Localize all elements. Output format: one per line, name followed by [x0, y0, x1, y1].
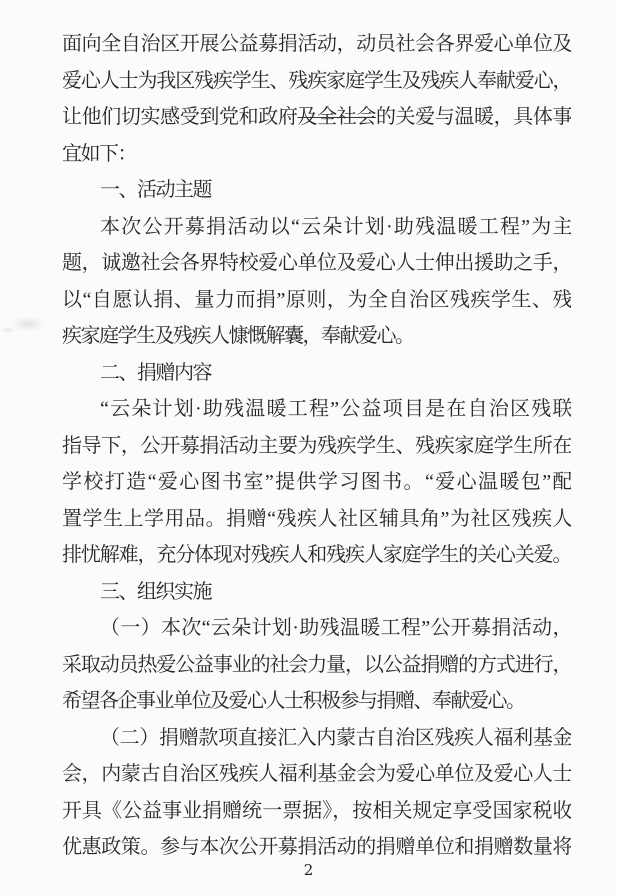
section-3-p2-line-3: 开具《公益事业捐赠统一票据》，按相关规定享受国家税收: [62, 799, 571, 822]
section-3-p2-line-2: 会，内蒙古自治区残疾人福利基金会为爱心单位及爱心人士: [62, 763, 571, 785]
section-3-p1-line-3: 希望各企事业单位及爱心人士积极参与捐赠、奉献爱心。: [62, 690, 525, 712]
section-1-heading: 一、活动主题: [100, 179, 211, 201]
section-3-p2-line-4: 优惠政策。参与本次公开募捐活动的捐赠单位和捐赠数量将: [62, 836, 571, 858]
section-1-line-4: 疾家庭学生及残疾人慷慨解囊，奉献爱心。: [62, 325, 414, 347]
section-1-line-3: 以“自愿认捐、量力而捐”原则，为全自治区残疾学生、残: [62, 288, 571, 311]
intro-line-3-pre: 让他们切实感受到党和政府: [62, 106, 298, 128]
section-3-p1-line-2: 采取动员热爱公益事业的社会力量，以公益捐赠的方式进行，: [62, 653, 571, 676]
section-2-heading: 二、捐赠内容: [100, 361, 211, 384]
section-3-p1-line-1: （一）本次“云朵计划·助残温暖工程”公开募捐活动，: [100, 617, 571, 639]
intro-line-1: 面向全自治区开展公益募捐活动，动员社会各界爱心单位及: [62, 33, 571, 55]
section-2-line-1: “云朵计划·助残温暖工程”公益项目是在自治区残联: [100, 398, 571, 420]
section-1-line-2: 题，诚邀社会各界特校爱心单位及爱心人士伸出援助之手，: [62, 252, 571, 274]
intro-line-2: 爱心人士为我区残疾学生、残疾家庭学生及残疾人奉献爱心，: [62, 69, 571, 92]
section-3-p2-line-1: （二）捐赠款项直接汇入内蒙古自治区残疾人福利基金: [100, 726, 571, 749]
section-2-line-5: 排忧解难，充分体现对残疾人和残疾人家庭学生的关心关爱。: [62, 544, 571, 566]
intro-line-3: [62, 99, 571, 136]
intro-line-3-post: 的关爱与温暖，具体事: [375, 106, 571, 128]
section-3-heading: 三、组织实施: [100, 580, 211, 603]
document-text-block: [62, 26, 571, 866]
page-number: 2: [303, 861, 314, 879]
section-2-line-3: 学校打造“爱心图书室”提供学习图书。“爱心温暖包”配: [62, 471, 571, 493]
strikethrough-text: 及全社会: [297, 106, 376, 128]
section-2-line-4: 置学生上学用品。捐赠“残疾人社区辅具角”为社区残疾人: [62, 507, 571, 530]
intro-line-4: 宜如下：: [62, 142, 136, 165]
section-1-line-1: 本次公开募捐活动以“云朵计划·助残温暖工程”为主: [100, 215, 571, 238]
section-2-line-2: 指导下，公开募捐活动主要为残疾学生、残疾家庭学生所在: [62, 434, 571, 457]
